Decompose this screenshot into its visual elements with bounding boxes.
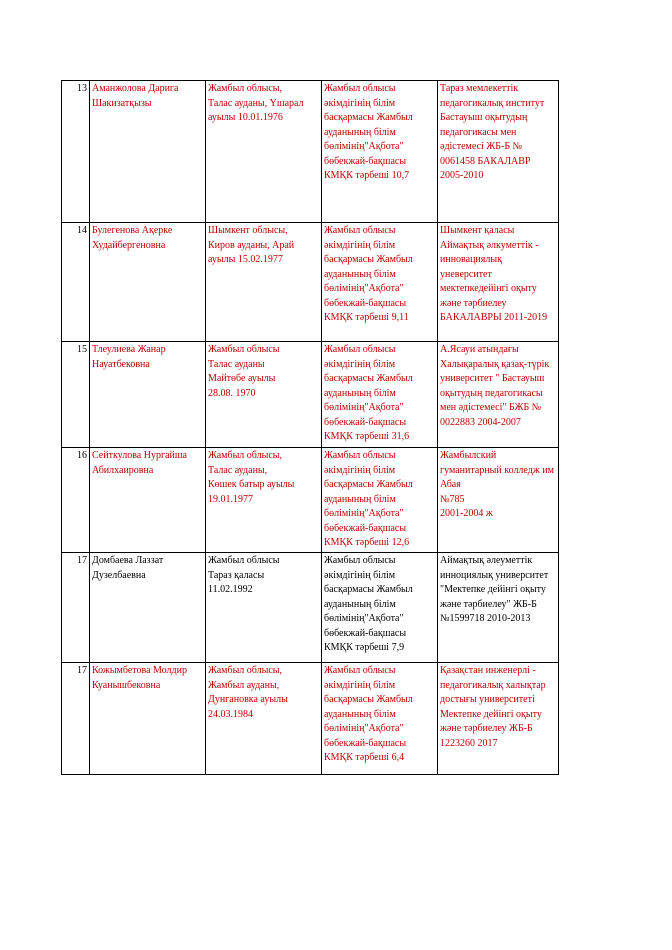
workplace-info: Жамбыл облысы әкімдігінің білім басқармасы Жамбыл ауданының білім бөлімінің"Ақбота" бөбекжай-бақшасы КМҚК тәрбеші 12,6	[322, 448, 438, 553]
birth-info: Шымкент облысы, Киров ауданы, Арай ауылы 15.02.1977	[206, 223, 322, 342]
education-info: Шымкент қаласы Аймақтық әлкуметтік - инновациялық уневерситет мектепкедейінгі оқыту және тәрбиелеу БАКАЛАВРЫ 2011-2019	[438, 223, 559, 342]
table-row	[62, 663, 559, 775]
birth-info: Жамбыл облысы, Талас ауданы, Көшек батыр ауылы 19.01.1977	[206, 448, 322, 553]
employee-name: Сейткулова Нургайша Абилхаировна	[90, 448, 206, 553]
education-info: Аймақтық әлеуметтік инноциялық университет "Мектепке дейінгі оқыту және тәрбиелеу" ЖБ-Б №1599718 2010-2013	[438, 553, 559, 663]
birth-info: Жамбыл облысы, Талас ауданы, Үшарал ауылы 10.01.1976	[206, 81, 322, 223]
birth-info: Жамбыл облысы, Жамбыл ауданы, Дунгановка ауылы 24.03.1984	[206, 663, 322, 775]
education-info: Тараз мемлекеттік педагогикалық институт Бастауыш оқытудың педагогикасы мен әдістемесі ЖБ-Б № 0061458 БАКАЛАВР 2005-2010	[438, 81, 559, 223]
staff-table	[61, 80, 559, 775]
employee-name: Булегенова Ақерке Худайбергеновна	[90, 223, 206, 342]
employee-name: Домбаева Лаззат Дузелбаевна	[90, 553, 206, 663]
table-row	[62, 223, 559, 342]
employee-name: Аманжолова Дарига Шакизатқызы	[90, 81, 206, 223]
table-row	[62, 81, 559, 223]
row-number: 17	[62, 553, 90, 663]
birth-info: Жамбыл облысы Талас ауданы Майтөбе ауылы 28.08. 1970	[206, 342, 322, 448]
row-number: 15	[62, 342, 90, 448]
birth-info: Жамбыл облысы Тараз қаласы 11.02.1992	[206, 553, 322, 663]
row-number: 17	[62, 663, 90, 775]
education-info: Жамбылский гуманитарный колледж им Абая №785 2001-2004 ж	[438, 448, 559, 553]
row-number: 14	[62, 223, 90, 342]
workplace-info: Жамбыл облысы әкімдігінің білім басқармасы Жамбыл ауданының білім бөлімінің"Ақбота" бөбекжай-бақшасы КМҚК тәрбеші 6,4	[322, 663, 438, 775]
workplace-info: Жамбыл облысы әкімдігінің білім басқармасы Жамбыл ауданының білім бөлімінің"Ақбота" бөбекжай-бақшасы КМҚК тәрбеші 9,11	[322, 223, 438, 342]
education-info: А.Ясауи атындағы Халықаралық қазақ-түрік университет " Бастауыш оқытудың педагогикасы мен әдістемесі" БЖБ № 0022883 2004-2007	[438, 342, 559, 448]
table-row	[62, 448, 559, 553]
row-number: 13	[62, 81, 90, 223]
table-row	[62, 553, 559, 663]
workplace-info: Жамбыл облысы әкімдігінің білім басқармасы Жамбыл ауданының білім бөлімінің"Ақбота" бөбекжай-бақшасы КМҚК тәрбеші 10,7	[322, 81, 438, 223]
education-info: Қазақстан инженерлі - педагогикалық халықтар достығы университеті Мектепке дейінгі оқыту және тәрбиелеу ЖБ-Б 1223260 2017	[438, 663, 559, 775]
employee-name: Тлеулиева Жанар Науатбековна	[90, 342, 206, 448]
employee-name: Кожымбетова Молдир Куанышбековна	[90, 663, 206, 775]
table-row	[62, 342, 559, 448]
workplace-info: Жамбыл облысы әкімдігінің білім басқармасы Жамбыл ауданының білім бөлімінің"Ақбота" бөбекжай-бақшасы КМҚК тәрбеші 31,6	[322, 342, 438, 448]
row-number: 16	[62, 448, 90, 553]
workplace-info: Жамбыл облысы әкімдігінің білім басқармасы Жамбыл ауданының білім бөлімінің"Ақбота" бөбекжай-бақшасы КМҚК тәрбеші 7,9	[322, 553, 438, 663]
